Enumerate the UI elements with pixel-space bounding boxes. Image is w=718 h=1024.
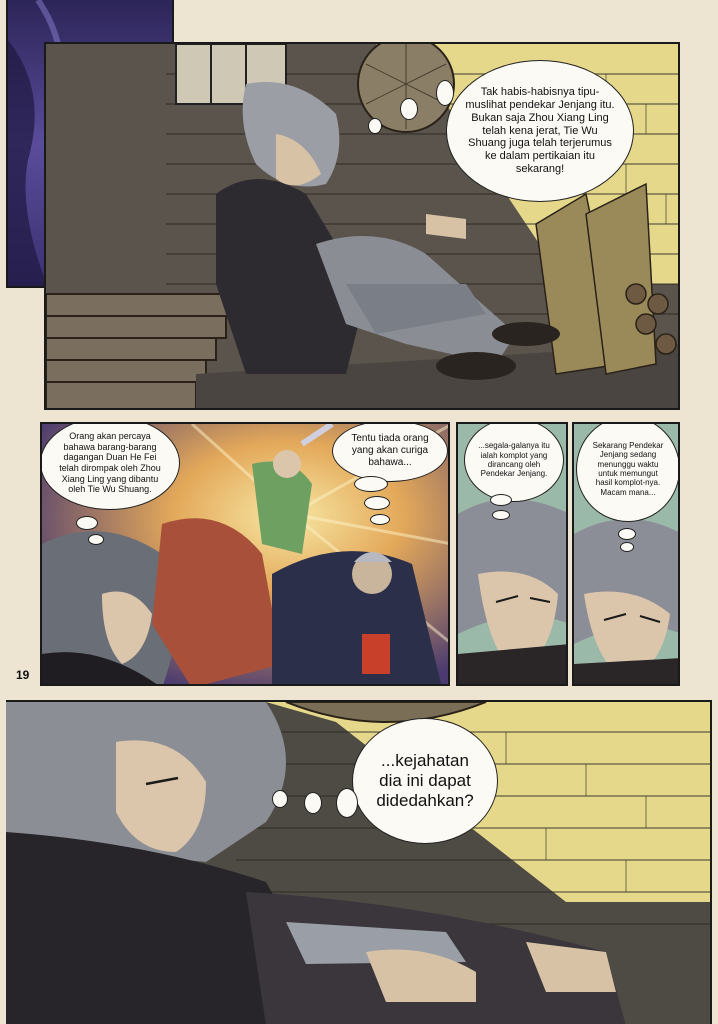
thought-dot <box>272 790 288 808</box>
page-number: 19 <box>16 668 30 682</box>
speech-bubble-suspect: Tentu tiada orang yang akan curiga bahawa... <box>332 422 448 482</box>
thought-dot <box>354 476 388 492</box>
panel-flashback <box>40 422 450 686</box>
thought-dot <box>304 792 322 814</box>
thought-dot <box>436 80 454 106</box>
speech-bubble-exposed: ...kejahatan dia ini dapat didedahkan? <box>352 718 498 844</box>
panel-closing <box>6 700 712 1024</box>
thought-dot <box>336 788 358 818</box>
speech-bubble-waiting: Sekarang Pendekar Jenjang sedang menunggu waktu untuk memungut hasil komplot-nya. Macam mana... <box>576 422 680 522</box>
thought-dot <box>618 528 636 540</box>
speech-bubble-believe: Orang akan percaya bahawa barang-barang dagangan Duan He Fei telah dirompak oleh Zhou Xiang Ling yang dibantu oleh Tie Wu Shuang. <box>40 422 180 510</box>
thought-dot <box>88 534 104 545</box>
panel-storeroom <box>44 42 680 410</box>
panel-closeup-left <box>456 422 568 686</box>
speech-bubble-scheme: Tak habis-habisnya tipu-muslihat pendekar Jenjang itu. Bukan saja Zhou Xiang Ling telah kena jerat, Tie Wu Shuang juga telah terjerumus ke dalam pertikaian itu sekarang! <box>446 60 634 202</box>
thought-dot <box>620 542 634 552</box>
speech-bubble-plot: ...segala-galanya itu ialah komplot yang dirancang oleh Pendekar Jenjang. <box>464 422 564 502</box>
closing-art <box>6 702 712 1024</box>
thought-dot <box>76 516 98 530</box>
thought-dot <box>368 118 382 134</box>
thought-dot <box>400 98 418 120</box>
panel-closeup-right <box>572 422 680 686</box>
thought-dot <box>364 496 390 510</box>
thought-dot <box>490 494 512 506</box>
thought-dot <box>492 510 510 520</box>
thought-dot <box>370 514 390 525</box>
